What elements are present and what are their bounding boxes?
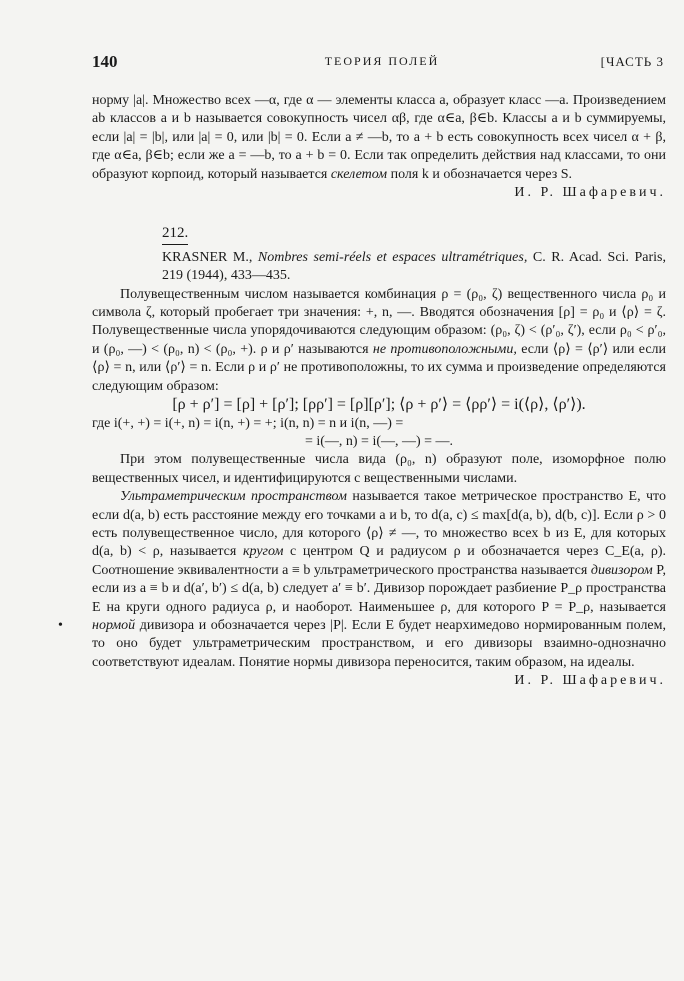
term-circle: кругом xyxy=(242,544,284,560)
biblio-author: KRASNER M., xyxy=(162,249,253,265)
paragraph-text: если ⟨ρ⟩ = ⟨ρ′⟩ или если ⟨ρ⟩ = n, или ⟨ρ′⟩ = n. Если ρ и ρ′ не противоположны, то их сумма и произведение определяются следующим образом: xyxy=(92,341,667,394)
page-header xyxy=(92,52,672,78)
formula-continuation: = i(—, n) = i(—, —) = —. xyxy=(304,433,454,449)
signature: И. Р. Шафаревич. xyxy=(514,185,666,201)
paragraph-semireal xyxy=(92,286,666,396)
paragraph-text: P, если из a ≡ b и d(a′, b′) ≤ d(a, b) следует a′ ≡ b′. Дивизор порождает разбиение P_ρ пространства E на круги одного радиуса ρ, и наоборот. Наименьшее ρ, для которого P = P_ρ, называется xyxy=(92,562,667,615)
bibliographic-entry xyxy=(92,249,666,286)
page-number: 140 xyxy=(92,52,118,71)
entry-number: 212. xyxy=(162,224,188,244)
term-not-opposite: не противоположными, xyxy=(372,341,517,357)
paragraph-skeleton xyxy=(92,92,666,184)
paragraph-ultrametric xyxy=(92,488,666,672)
margin-mark: • xyxy=(58,618,63,633)
signature: И. Р. Шафаревич. xyxy=(514,673,666,689)
paragraph-text: Полувещественным числом называется комбинация ρ = (ρ₀, ζ) вещественного числа ρ₀ и символа ζ, который пробегает три значения: +, n, —. Вводятся обозначения [ρ] = ρ₀ и ⟨ρ⟩ = ζ. Полувещественные числа упорядочиваются следующим образом: (ρ₀, ζ) < (ρ′₀, ζ′), если ρ₀ < ρ′₀, и (ρ₀, —) < (ρ₀, n) < (ρ₀, +). ρ и ρ′ называются xyxy=(92,286,666,357)
formula-main: [ρ + ρ′] = [ρ] + [ρ′]; [ρρ′] = [ρ][ρ′]; ⟨ρ + ρ′⟩ = ⟨ρρ′⟩ = i(⟨ρ⟩, ⟨ρ′⟩). xyxy=(172,396,586,414)
paragraph-text: норму |a|. Множество всех —α, где α — элементы класса a, образует класс —a. Произведением ab классов a и b называется совокупность чисел αβ, где α∈a, β∈b. Классы a и b суммируемы, если |a| = |b|, или |a| = 0, или |b| = 0. Если a ≠ —b, то a + b есть совокупность всех чисел α + β, где α∈a, β∈b; если же a = —b, то a + b = 0. Если так определить действия над классами, то они образуют корпоид, который называется xyxy=(92,93,666,182)
paragraph-text: дивизора и обозначается через |P|. Если E будет неархимедово нормированным полем, то оно будет ультраметрическим пространством, и его дивизоры взаимно-однозначно соответствуют идеалам. Понятие нормы дивизора переносится, таким образом, на идеалы. xyxy=(92,617,667,670)
paragraph-text: с центром Q и радиусом ρ и обозначается через C_E(a, ρ). Соотношение эквивалентности a ≡ b ультраметрического пространства называется xyxy=(92,544,667,578)
term-norm: нормой xyxy=(92,617,136,633)
running-title: ТЕОРИЯ ПОЛЕЙ xyxy=(324,54,440,68)
paragraph-field: При этом полувещественные числа вида (ρ₀, n) образуют поле, изоморфное полю вещественных чисел, и идентифицируются с вещественными числами. xyxy=(92,452,666,486)
term-divisor: дивизором xyxy=(590,562,653,578)
part-label: [ЧАСТЬ 3 xyxy=(600,54,664,69)
paragraph-text: поля k и обозначается через S. xyxy=(390,166,573,182)
paragraph-text: называется такое метрическое пространство E, что если d(a, b) есть расстояние между его точками a и b, то d(a, c) ≤ max[d(a, b), d(b, c)]. Если ρ > 0 есть полувещественное число, для которого ⟨ρ⟩ ≠ —, то множество всех b из E, для которых d(a, b) < ρ, называется xyxy=(92,489,666,560)
term-ultrametric-space: Ультраметрическим пространством xyxy=(120,489,347,505)
biblio-source: C. R. Acad. Sci. Paris, 219 (1944), 433—435. xyxy=(162,249,666,284)
biblio-title: Nombres semi-réels et espaces ultramétriques, xyxy=(257,249,528,265)
term-skeleton: скелетом xyxy=(330,166,388,182)
text-body xyxy=(92,92,666,691)
formula-where: где i(+, +) = i(+, n) = i(n, +) = +; i(n, n) = n и i(n, —) = xyxy=(92,415,404,431)
